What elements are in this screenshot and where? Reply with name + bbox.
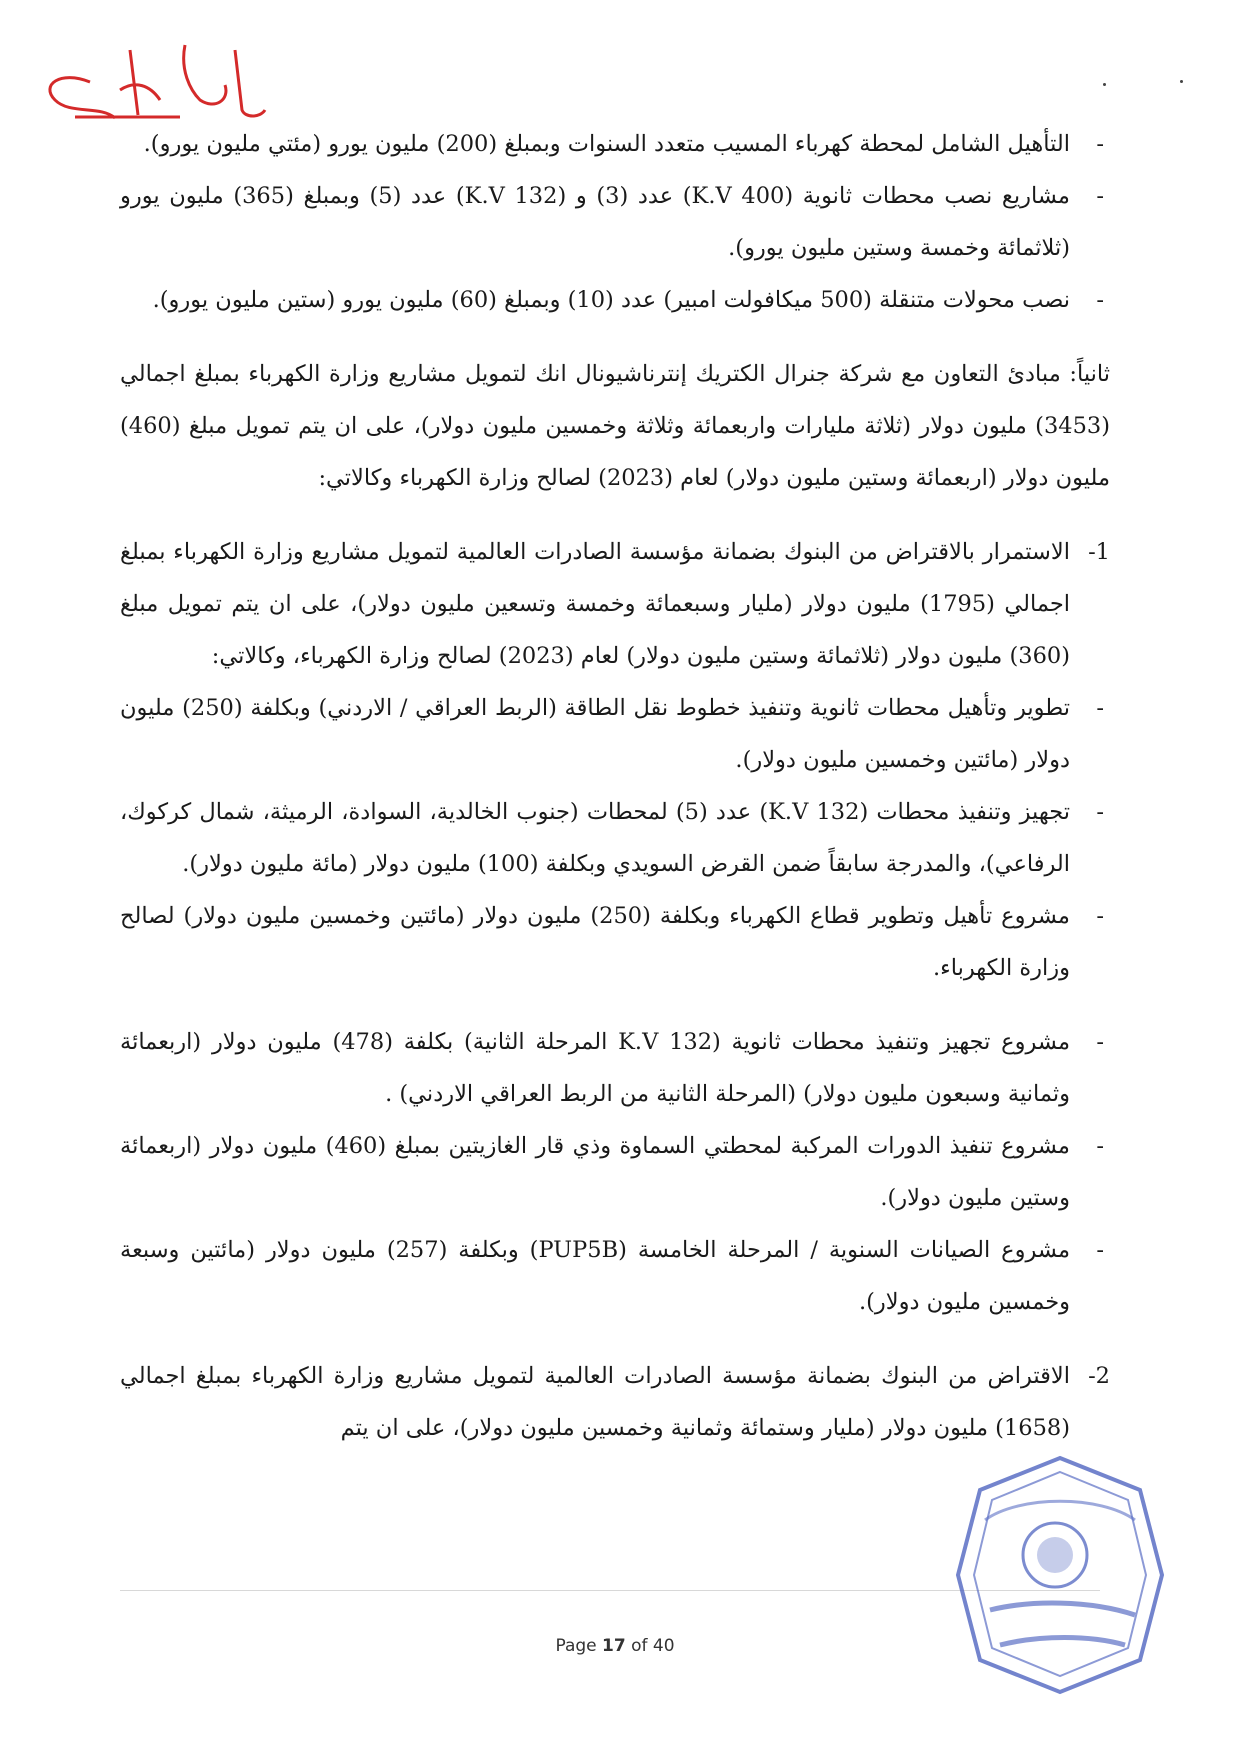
- bullet-item: [120, 786, 1110, 890]
- item1-bullet-list-b: [120, 1016, 1110, 1328]
- bullet-text: مشروع تجهيز وتنفيذ محطات ثانوية (K.V 132 المرحلة الثانية) بكلفة (478) مليون دولار (اربعمائة وثمانية وسبعون مليون دولار) (المرحلة الثانية من الربط العراقي الاردني) .: [120, 1029, 1071, 1107]
- bullet-mark: -: [1096, 799, 1104, 825]
- bullet-item: [120, 1120, 1110, 1224]
- section-second-text: مبادئ التعاون مع شركة جنرال الكتريك إنترناشيونال انك لتمويل مشاريع وزارة الكهرباء بمبلغ اجمالي (3453) مليون دولار (ثلاثة مليارات واربعمائة وثلاثة وخمسين مليون دولار)، على ان يتم تمويل مبلغ (460) مليون دولار (اربعمائة وستين مليون دولار) لعام (2023) لصالح وزارة الكهرباء وكالاتي:: [120, 361, 1110, 491]
- bullet-mark: -: [1096, 903, 1104, 929]
- bullet-text: مشروع تنفيذ الدورات المركبة لمحطتي السماوة وذي قار الغازيتين بمبلغ (460) مليون دولار (اربعمائة وستين مليون دولار).: [120, 1133, 1070, 1211]
- bullet-mark: -: [1096, 1237, 1104, 1263]
- numbered-item-1-text: الاستمرار بالاقتراض من البنوك بضمانة مؤسسة الصادرات العالمية لتمويل مشاريع وزارة الكهرباء بمبلغ اجمالي (1795) مليون دولار (مليار وسبعمائة وخمسة وتسعين مليون دولار)، على ان يتم تمويل مبلغ (360) مليون دولار (ثلاثمائة وستين مليون دولار) لعام (2023) لصالح وزارة الكهرباء، وكالاتي:: [120, 539, 1071, 669]
- page-total: 40: [652, 1636, 675, 1656]
- bullet-text: تجهيز وتنفيذ محطات (K.V 132) عدد (5) لمحطات (جنوب الخالدية، السوادة، الرميثة، شمال كركوك، الرفاعي)، والمدرجة سابقاً ضمن القرض السويدي وبكلفة (100) مليون دولار (مائة مليون دولار).: [120, 799, 1070, 877]
- bullet-mark: -: [1096, 1133, 1104, 1159]
- bullet-text: نصب محولات متنقلة (500 ميكافولت امبير) عدد (10) وبمبلغ (60) مليون يورو (ستين مليون يورو).: [152, 287, 1070, 313]
- scan-speck: [1103, 83, 1106, 86]
- scan-speck: [1180, 80, 1183, 83]
- bullet-mark: -: [1096, 1029, 1104, 1055]
- bullet-mark: -: [1096, 287, 1104, 313]
- section-second: [120, 348, 1110, 504]
- bullet-item: [120, 682, 1110, 786]
- page-current: 17: [602, 1636, 626, 1656]
- numbered-item-1: [120, 526, 1110, 682]
- bullet-item: [120, 170, 1110, 274]
- numbered-item-2: [120, 1350, 1110, 1454]
- bullet-text: مشروع تأهيل وتطوير قطاع الكهرباء وبكلفة (250) مليون دولار (مائتين وخمسين مليون دولار) لصالح وزارة الكهرباء.: [120, 903, 1070, 981]
- document-body: [120, 118, 1110, 1454]
- page-label: Page: [555, 1636, 597, 1656]
- bullet-text: التأهيل الشامل لمحطة كهرباء المسيب متعدد السنوات وبمبلغ (200) مليون يورو (مئتي مليون يورو).: [143, 131, 1070, 157]
- item1-bullet-list-a: [120, 682, 1110, 994]
- page-of: of: [631, 1636, 648, 1656]
- bullet-item: [120, 1016, 1110, 1120]
- official-stamp: [950, 1450, 1170, 1700]
- handwritten-signature: [20, 30, 280, 120]
- bullet-text: مشاريع نصب محطات ثانوية (K.V 400) عدد (3) و (K.V 132) عدد (5) وبمبلغ (365) مليون يورو (ثلاثمائة وخمسة وستين مليون يورو).: [120, 183, 1070, 261]
- numbered-item-2-mark: 2-: [1088, 1363, 1110, 1389]
- bullet-item: [120, 118, 1110, 170]
- section-second-lead: ثانياً:: [1069, 361, 1111, 387]
- bullet-item: [120, 890, 1110, 994]
- bullet-mark: -: [1096, 183, 1104, 209]
- top-bullet-list: [120, 118, 1110, 326]
- bullet-text: مشروع الصيانات السنوية / المرحلة الخامسة (PUP5B) وبكلفة (257) مليون دولار (مائتين وسبعة وخمسين مليون دولار).: [120, 1237, 1071, 1315]
- bullet-mark: -: [1096, 695, 1104, 721]
- bullet-item: [120, 274, 1110, 326]
- bullet-item: [120, 1224, 1110, 1328]
- numbered-item-1-mark: 1-: [1088, 539, 1110, 565]
- numbered-item-2-text: الاقتراض من البنوك بضمانة مؤسسة الصادرات العالمية لتمويل مشاريع وزارة الكهرباء بمبلغ اجمالي (1658) مليون دولار (مليار وستمائة وثمانية وخمسين مليون دولار)، على ان يتم: [120, 1363, 1070, 1441]
- bullet-mark: -: [1096, 131, 1104, 157]
- bullet-text: تطوير وتأهيل محطات ثانوية وتنفيذ خطوط نقل الطاقة (الربط العراقي / الاردني) وبكلفة (250) مليون دولار (مائتين وخمسين مليون دولار).: [120, 695, 1070, 773]
